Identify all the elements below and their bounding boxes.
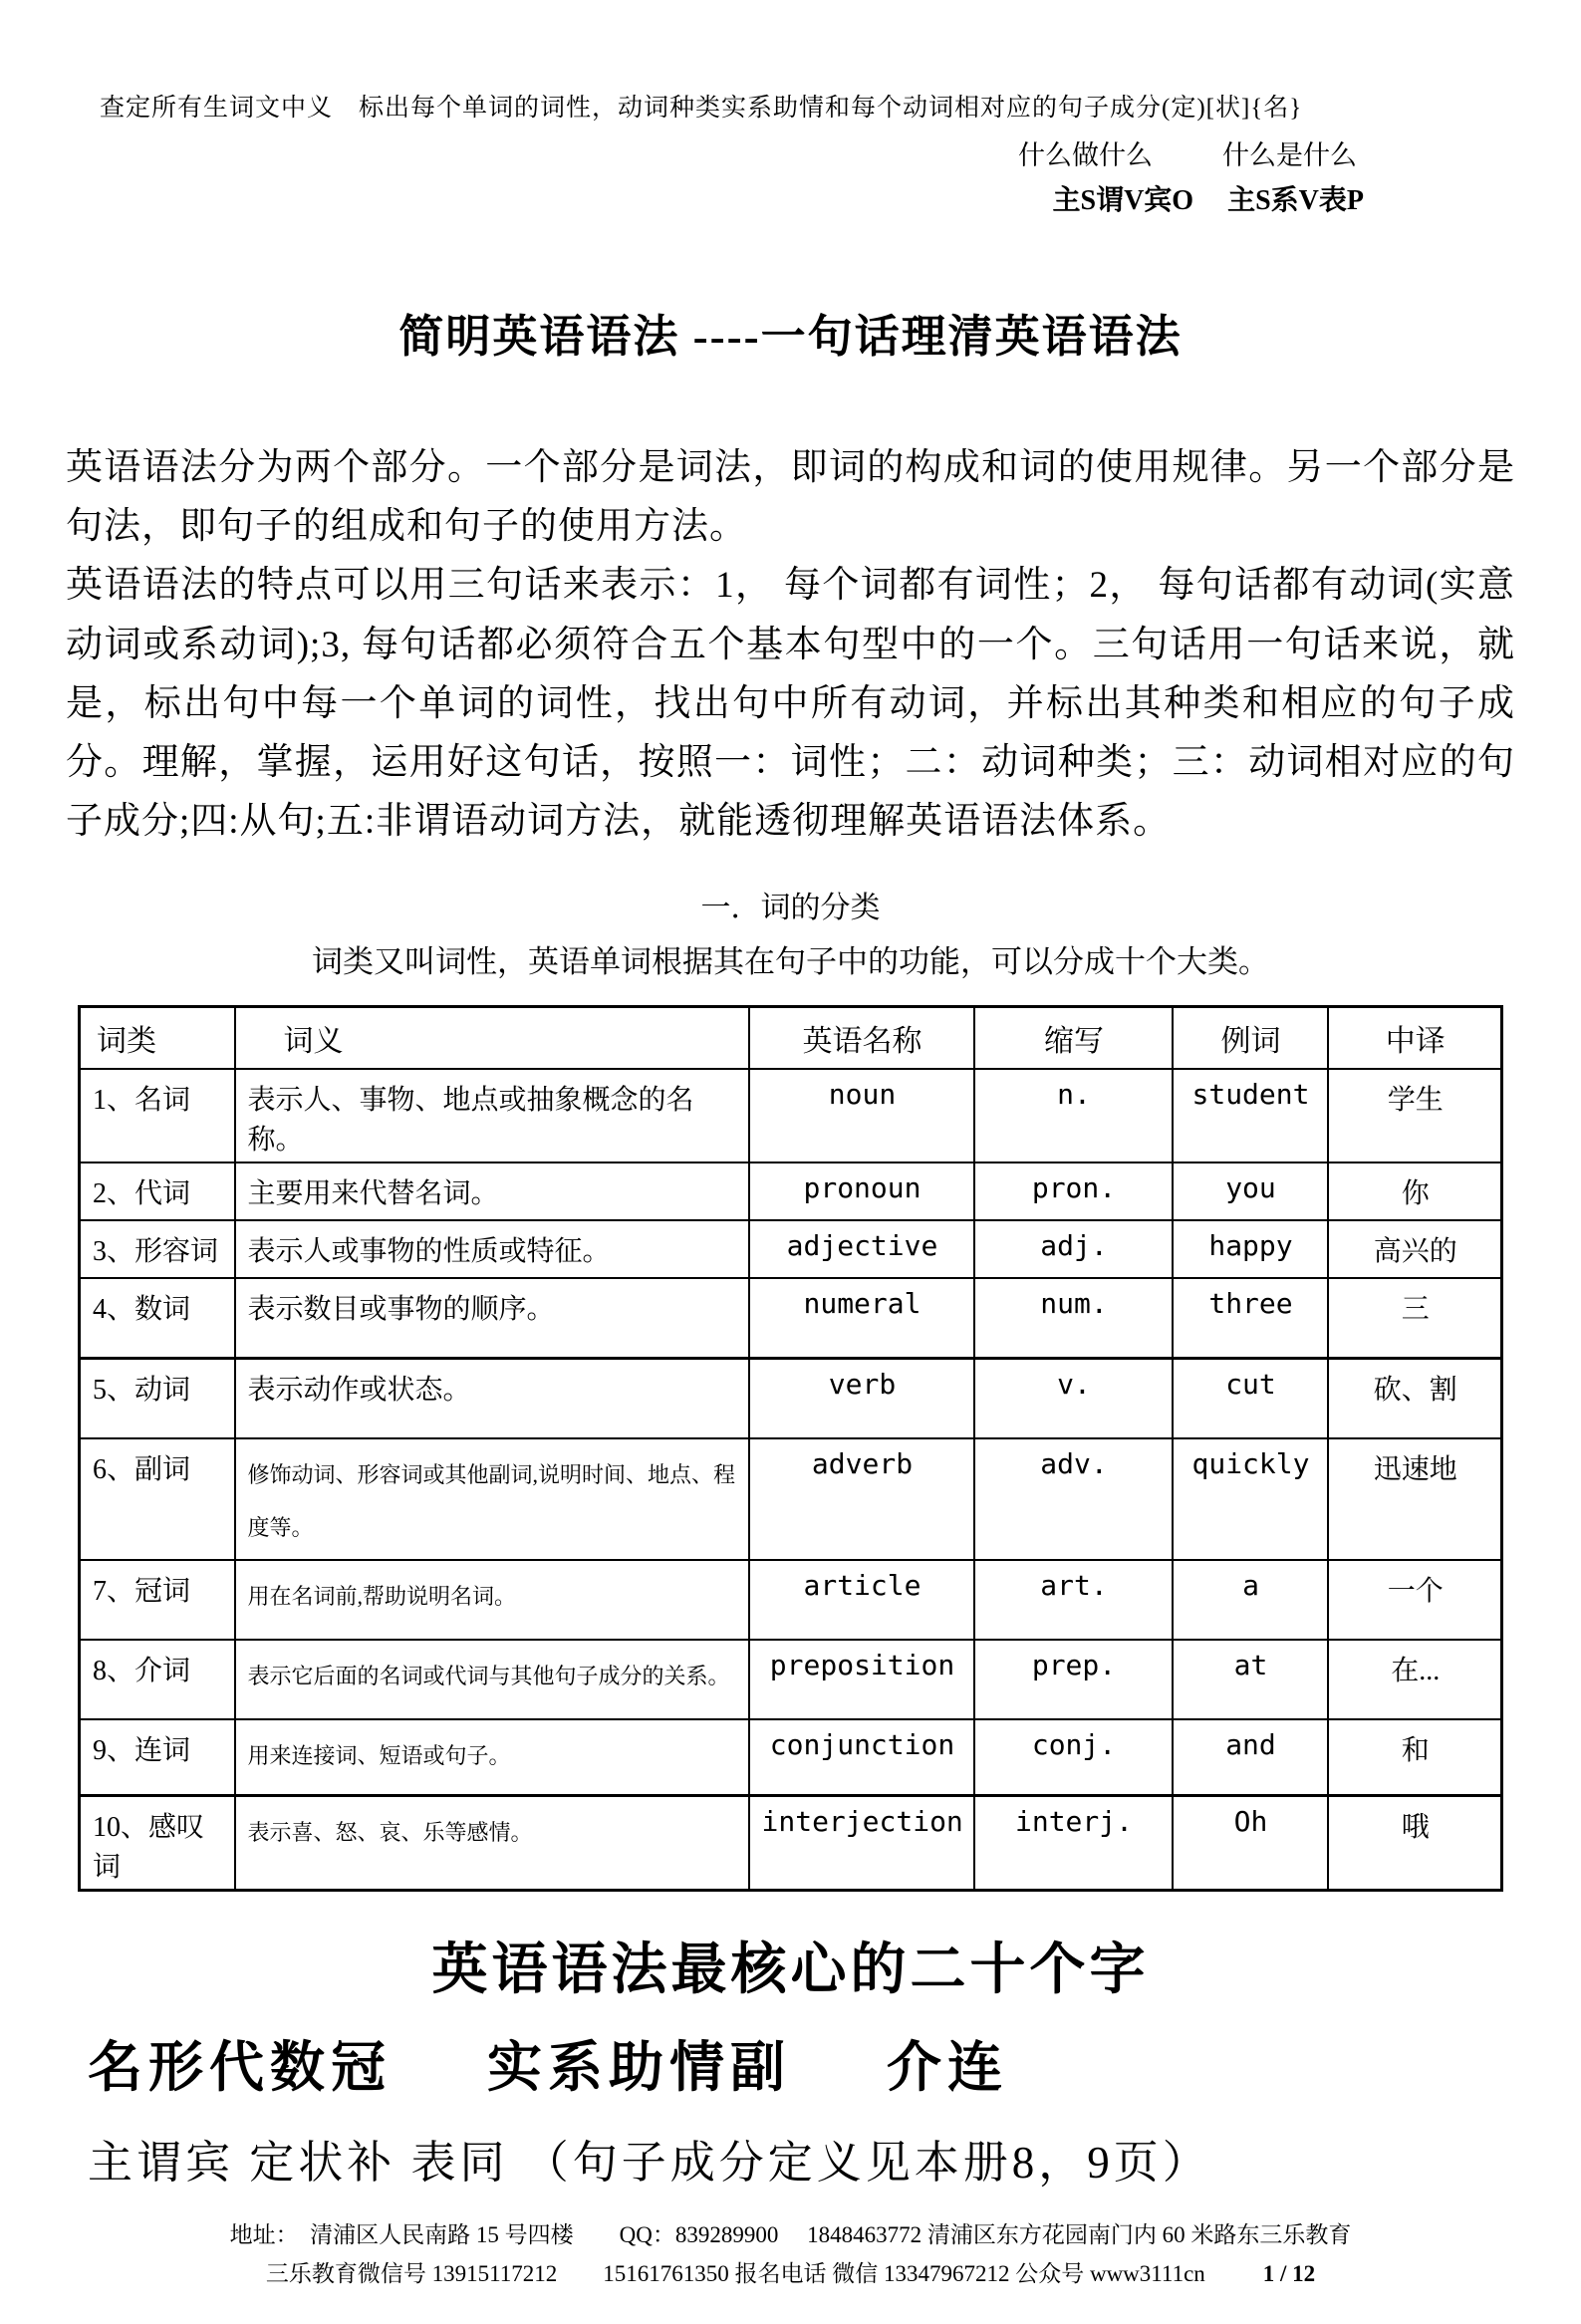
cell-meaning: 用在名词前,帮助说明名词。 xyxy=(235,1560,749,1640)
cell-english: adverb xyxy=(749,1438,974,1560)
cell-translation: 高兴的 xyxy=(1328,1220,1502,1278)
cell-abbr: adv. xyxy=(974,1438,1173,1560)
core-group-3: 介连 xyxy=(887,2036,1009,2098)
cell-example: student xyxy=(1173,1069,1328,1162)
cell-example: cut xyxy=(1173,1359,1328,1439)
cell-english: preposition xyxy=(749,1640,974,1719)
footer-contact-text: 三乐教育微信号 13915117212 15161761350 报名电话 微信 13347967212 公众号 www3111cn xyxy=(265,2260,1205,2286)
cell-example: Oh xyxy=(1173,1795,1328,1890)
cell-translation: 哦 xyxy=(1328,1795,1502,1890)
table-row xyxy=(80,1719,1502,1796)
document-page xyxy=(0,88,1581,2324)
table-row xyxy=(80,1438,1502,1560)
cell-meaning: 表示人、事物、地点或抽象概念的名称。 xyxy=(235,1069,749,1162)
annotation-line: 查定所有生词文中义 标出每个单词的词性，动词种类实系助情和每个动词相对应的句子成分(定)[状]{名} xyxy=(100,95,1303,122)
table-row xyxy=(80,1795,1502,1890)
cell-meaning: 主要用来代替名词。 xyxy=(235,1162,749,1220)
cell-example: at xyxy=(1173,1640,1328,1719)
cell-abbr: prep. xyxy=(974,1640,1173,1719)
cell-translation: 砍、割 xyxy=(1328,1359,1502,1439)
cell-translation: 迅速地 xyxy=(1328,1438,1502,1560)
cell-class: 8、介词 xyxy=(80,1640,235,1719)
cell-meaning: 表示数目或事物的顺序。 xyxy=(235,1278,749,1359)
cell-english: verb xyxy=(749,1359,974,1439)
footer-contact-line xyxy=(0,2255,1581,2288)
cell-abbr: pron. xyxy=(974,1162,1173,1220)
cell-example: you xyxy=(1173,1162,1328,1220)
core-twenty-heading: 英语语法最核心的二十个字 xyxy=(431,1938,1150,2001)
cell-meaning: 表示人或事物的性质或特征。 xyxy=(235,1220,749,1278)
top-annotation xyxy=(100,88,1481,218)
cell-class: 3、形容词 xyxy=(80,1220,235,1278)
cell-translation: 三 xyxy=(1328,1278,1502,1359)
core-word-groups xyxy=(88,2023,1581,2102)
cell-translation: 学生 xyxy=(1328,1069,1502,1162)
cell-english: adjective xyxy=(749,1220,974,1278)
core-group-2: 实系助情副 xyxy=(487,2036,792,2098)
cell-meaning: 表示动作或状态。 xyxy=(235,1359,749,1439)
cell-example: three xyxy=(1173,1278,1328,1359)
cell-english: conjunction xyxy=(749,1719,974,1796)
table-row xyxy=(80,1220,1502,1278)
cell-abbr: v. xyxy=(974,1359,1173,1439)
cell-class: 10、感叹词 xyxy=(80,1795,235,1890)
cell-translation: 你 xyxy=(1328,1162,1502,1220)
table-row xyxy=(80,1359,1502,1439)
table-row xyxy=(80,1278,1502,1359)
cell-abbr: adj. xyxy=(974,1220,1173,1278)
cell-meaning: 表示它后面的名词或代词与其他句子成分的关系。 xyxy=(235,1640,749,1719)
cell-translation: 和 xyxy=(1328,1719,1502,1796)
intro-paragraph-2: 英语语法的特点可以用三句话来表示：1， 每个词都有词性；2， 每句话都有动词(实意动词或系动词);3, 每句话都必须符合五个基本句型中的一个。三句话用一句话来说，就是，标出句中每一个单词的词性，找出句中所有动词，并标出其种类和相应的句子成分。理解，掌握，运用好这句话，按照一：词性；二：动词种类；三：动词相对应的句子成分;四:从句;五:非谓语动词方法，就能透彻理解英语语法体系。 xyxy=(66,565,1515,843)
cell-class: 5、动词 xyxy=(80,1359,235,1439)
cell-english: numeral xyxy=(749,1278,974,1359)
cell-meaning: 修饰动词、形容词或其他副词,说明时间、地点、程度等。 xyxy=(235,1438,749,1560)
col-header-translation: 中译 xyxy=(1328,1007,1502,1070)
cell-class: 6、副词 xyxy=(80,1438,235,1560)
sentence-pattern-words xyxy=(100,133,1481,172)
cell-class: 7、冠词 xyxy=(80,1560,235,1640)
cell-meaning: 用来连接词、短语或句子。 xyxy=(235,1719,749,1796)
table-row xyxy=(80,1560,1502,1640)
table-row xyxy=(80,1640,1502,1719)
footer-address-line: 地址： 清浦区人民南路 15 号四楼 QQ：839289900 1848463772 清浦区东方花园南门内 60 米路东三乐教育 xyxy=(229,2221,1352,2247)
cell-class: 4、数词 xyxy=(80,1278,235,1359)
pattern-svo-label: 主S谓V宾O xyxy=(1052,185,1194,216)
cell-abbr: num. xyxy=(974,1278,1173,1359)
cell-translation: 一个 xyxy=(1328,1560,1502,1640)
cell-class: 9、连词 xyxy=(80,1719,235,1796)
sentence-pattern-codes xyxy=(100,178,1481,218)
table-row xyxy=(80,1162,1502,1220)
col-header-meaning: 词义 xyxy=(235,1007,749,1070)
cell-english: pronoun xyxy=(749,1162,974,1220)
cell-abbr: conj. xyxy=(974,1719,1173,1796)
page-footer xyxy=(0,2216,1581,2288)
cell-example: and xyxy=(1173,1719,1328,1796)
cell-english: interjection xyxy=(749,1795,974,1890)
cell-class: 1、名词 xyxy=(80,1069,235,1162)
pattern-be-label: 什么是什么 xyxy=(1222,140,1357,170)
core-group-1: 名形代数冠 xyxy=(88,2036,393,2098)
page-number: 1 / 12 xyxy=(1262,2260,1316,2286)
cell-class: 2、代词 xyxy=(80,1162,235,1220)
cell-example: a xyxy=(1173,1560,1328,1640)
cell-english: noun xyxy=(749,1069,974,1162)
cell-translation: 在... xyxy=(1328,1640,1502,1719)
table-header-row xyxy=(80,1007,1502,1070)
section-subtitle: 词类又叫词性，英语单词根据其在句子中的功能，可以分成十个大类。 xyxy=(312,944,1269,980)
cell-example: happy xyxy=(1173,1220,1328,1278)
col-header-class: 词类 xyxy=(80,1007,235,1070)
parts-of-speech-table xyxy=(78,1005,1503,1892)
cell-meaning: 表示喜、怒、哀、乐等感情。 xyxy=(235,1795,749,1890)
intro-text xyxy=(66,438,1515,851)
cell-english: article xyxy=(749,1560,974,1640)
col-header-english: 英语名称 xyxy=(749,1007,974,1070)
col-header-abbr: 缩写 xyxy=(974,1007,1173,1070)
col-header-example: 例词 xyxy=(1173,1007,1328,1070)
cell-abbr: interj. xyxy=(974,1795,1173,1890)
page-title: 简明英语语法 ----一句话理清英语语法 xyxy=(398,312,1183,362)
pattern-svp-label: 主S系V表P xyxy=(1227,185,1364,216)
cell-example: quickly xyxy=(1173,1438,1328,1560)
section-heading: 一．词的分类 xyxy=(700,892,881,925)
cell-abbr: art. xyxy=(974,1560,1173,1640)
sentence-components-line: 主谓宾 定状补 表同 （句子成分定义见本册8，9页） xyxy=(88,2137,1211,2188)
cell-abbr: n. xyxy=(974,1069,1173,1162)
table-row xyxy=(80,1069,1502,1162)
pattern-do-label: 什么做什么 xyxy=(1018,140,1153,170)
intro-paragraph-1: 英语语法分为两个部分。一个部分是词法，即词的构成和词的使用规律。另一个部分是句法，即句子的组成和句子的使用方法。 xyxy=(66,447,1515,548)
